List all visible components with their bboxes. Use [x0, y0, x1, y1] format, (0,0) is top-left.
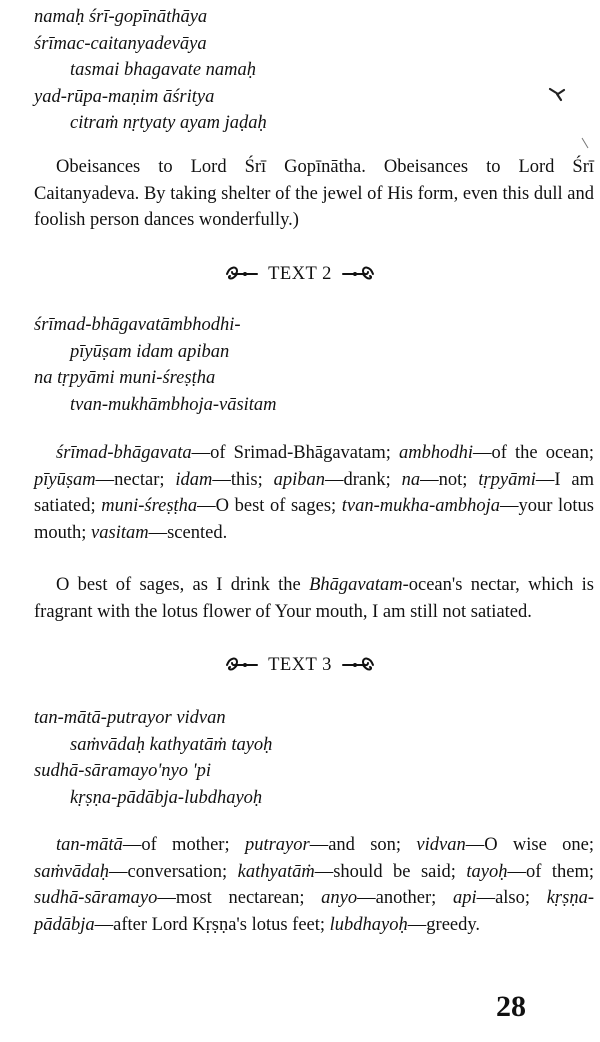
verse-line: tasmai bhagavate namaḥ [70, 60, 257, 81]
gloss: —of them; [507, 861, 594, 882]
verse-line: śrīmad-bhāgavatāmbhodhi- [34, 315, 241, 335]
verse-line: pīyūṣam idam apiban [70, 341, 230, 362]
left-ornament-icon [225, 656, 259, 674]
right-ornament-icon [341, 656, 375, 674]
verse-line: citraṁ nṛtyaty ayam jaḍaḥ [70, 113, 267, 134]
synonyms-2 [34, 440, 594, 546]
left-ornament-icon [225, 265, 259, 283]
term: vasitam [91, 522, 149, 543]
term: saṁvādaḥ [34, 861, 110, 882]
gloss: —of Srimad-Bhāgavatam; [191, 443, 399, 463]
verse-line: tvan-mukhāmbhoja-vāsitam [70, 394, 277, 415]
gloss: —of the ocean; [473, 443, 594, 463]
translation-1: Obeisances to Lord Śrī Gopīnātha. Obeisances to Lord Śrī Caitanyadeva. By taking shelter of the jewel of His form, even this dull and foolish person dances wonderfully.) [34, 157, 594, 231]
term: tvan-mukha-ambhoja [341, 496, 501, 517]
gloss: —not; [420, 469, 479, 490]
heading-label: TEXT 2 [268, 263, 332, 284]
gloss: —and son; [309, 835, 417, 855]
term: vidvan [416, 835, 466, 855]
gloss: —this; [212, 469, 274, 490]
term: ambhodhi [399, 443, 473, 463]
gloss: —also; [476, 888, 547, 909]
gloss: —O wise one; [465, 835, 595, 855]
verse-line: na tṛpyāmi muni-śreṣṭha [34, 368, 216, 389]
verse-3 [34, 705, 272, 811]
gloss: —I am satiated; [34, 469, 595, 517]
gloss: —scented. [148, 522, 228, 543]
gloss: -ocean's nectar, which is fragrant with the lotus flower of Your mouth, I am still not satiated. [34, 575, 594, 622]
gloss: —nectar; [95, 469, 176, 490]
gloss: —greedy. [407, 914, 481, 935]
synonyms-3 [34, 832, 594, 938]
term: kathyatāṁ [237, 861, 315, 882]
ink-mark-icon [548, 86, 568, 102]
term: kṛṣṇa-pādābja [34, 888, 594, 935]
verse-line: namaḥ śrī-gopīnāthāya [34, 7, 208, 27]
gloss: —of mother; [122, 835, 245, 855]
right-ornament-icon [341, 265, 375, 283]
translation-2 [34, 572, 594, 625]
gloss: —drank; [325, 469, 402, 490]
verse-1 [34, 4, 267, 137]
gloss: —your lotus mouth; [34, 496, 594, 543]
verse-line: tan-mātā-putrayor vidvan [34, 708, 226, 728]
term: Bhāgavatam [309, 575, 403, 595]
verse-line: saṁvādaḥ kathyatāṁ tayoḥ [70, 734, 273, 755]
term: tayoḥ [466, 861, 508, 882]
term: tṛpyāmi [478, 469, 536, 490]
verse-line: yad-rūpa-maṇim āśritya [34, 86, 215, 107]
gloss: —O best of sages; [197, 496, 342, 517]
term: putrayor [244, 835, 310, 855]
speck-icon [580, 136, 590, 150]
term: lubdhayoḥ [329, 914, 408, 935]
gloss: —conversation; [109, 861, 238, 882]
verse-line: śrīmac-caitanyadevāya [34, 33, 207, 54]
term: idam [175, 469, 213, 490]
term: tan-mātā [56, 835, 123, 855]
gloss: —another; [357, 888, 453, 909]
term: pīyūṣam [34, 469, 96, 490]
text-3-heading [0, 652, 600, 677]
gloss: —should be said; [314, 861, 467, 882]
verse-2 [34, 312, 277, 418]
term: muni-śreṣṭha [101, 496, 198, 517]
gloss: O best of sages, as I drink the [56, 575, 310, 595]
gloss: —most nectarean; [157, 888, 322, 909]
heading-label: TEXT 3 [268, 654, 332, 675]
term: sudhā-sāramayo [34, 888, 158, 909]
term: api [452, 888, 477, 909]
verse-line: sudhā-sāramayo'nyo 'pi [34, 761, 211, 782]
page-number: 28 [496, 990, 526, 1023]
gloss: —after Lord Kṛṣṇa's lotus feet; [94, 914, 330, 935]
term: śrīmad-bhāgavata [56, 443, 192, 463]
term: anyo [321, 888, 358, 909]
text-2-heading [0, 261, 600, 286]
term: apiban [273, 469, 326, 490]
verse-line: kṛṣṇa-pādābja-lubdhayoḥ [70, 787, 263, 808]
term: na [401, 469, 421, 490]
